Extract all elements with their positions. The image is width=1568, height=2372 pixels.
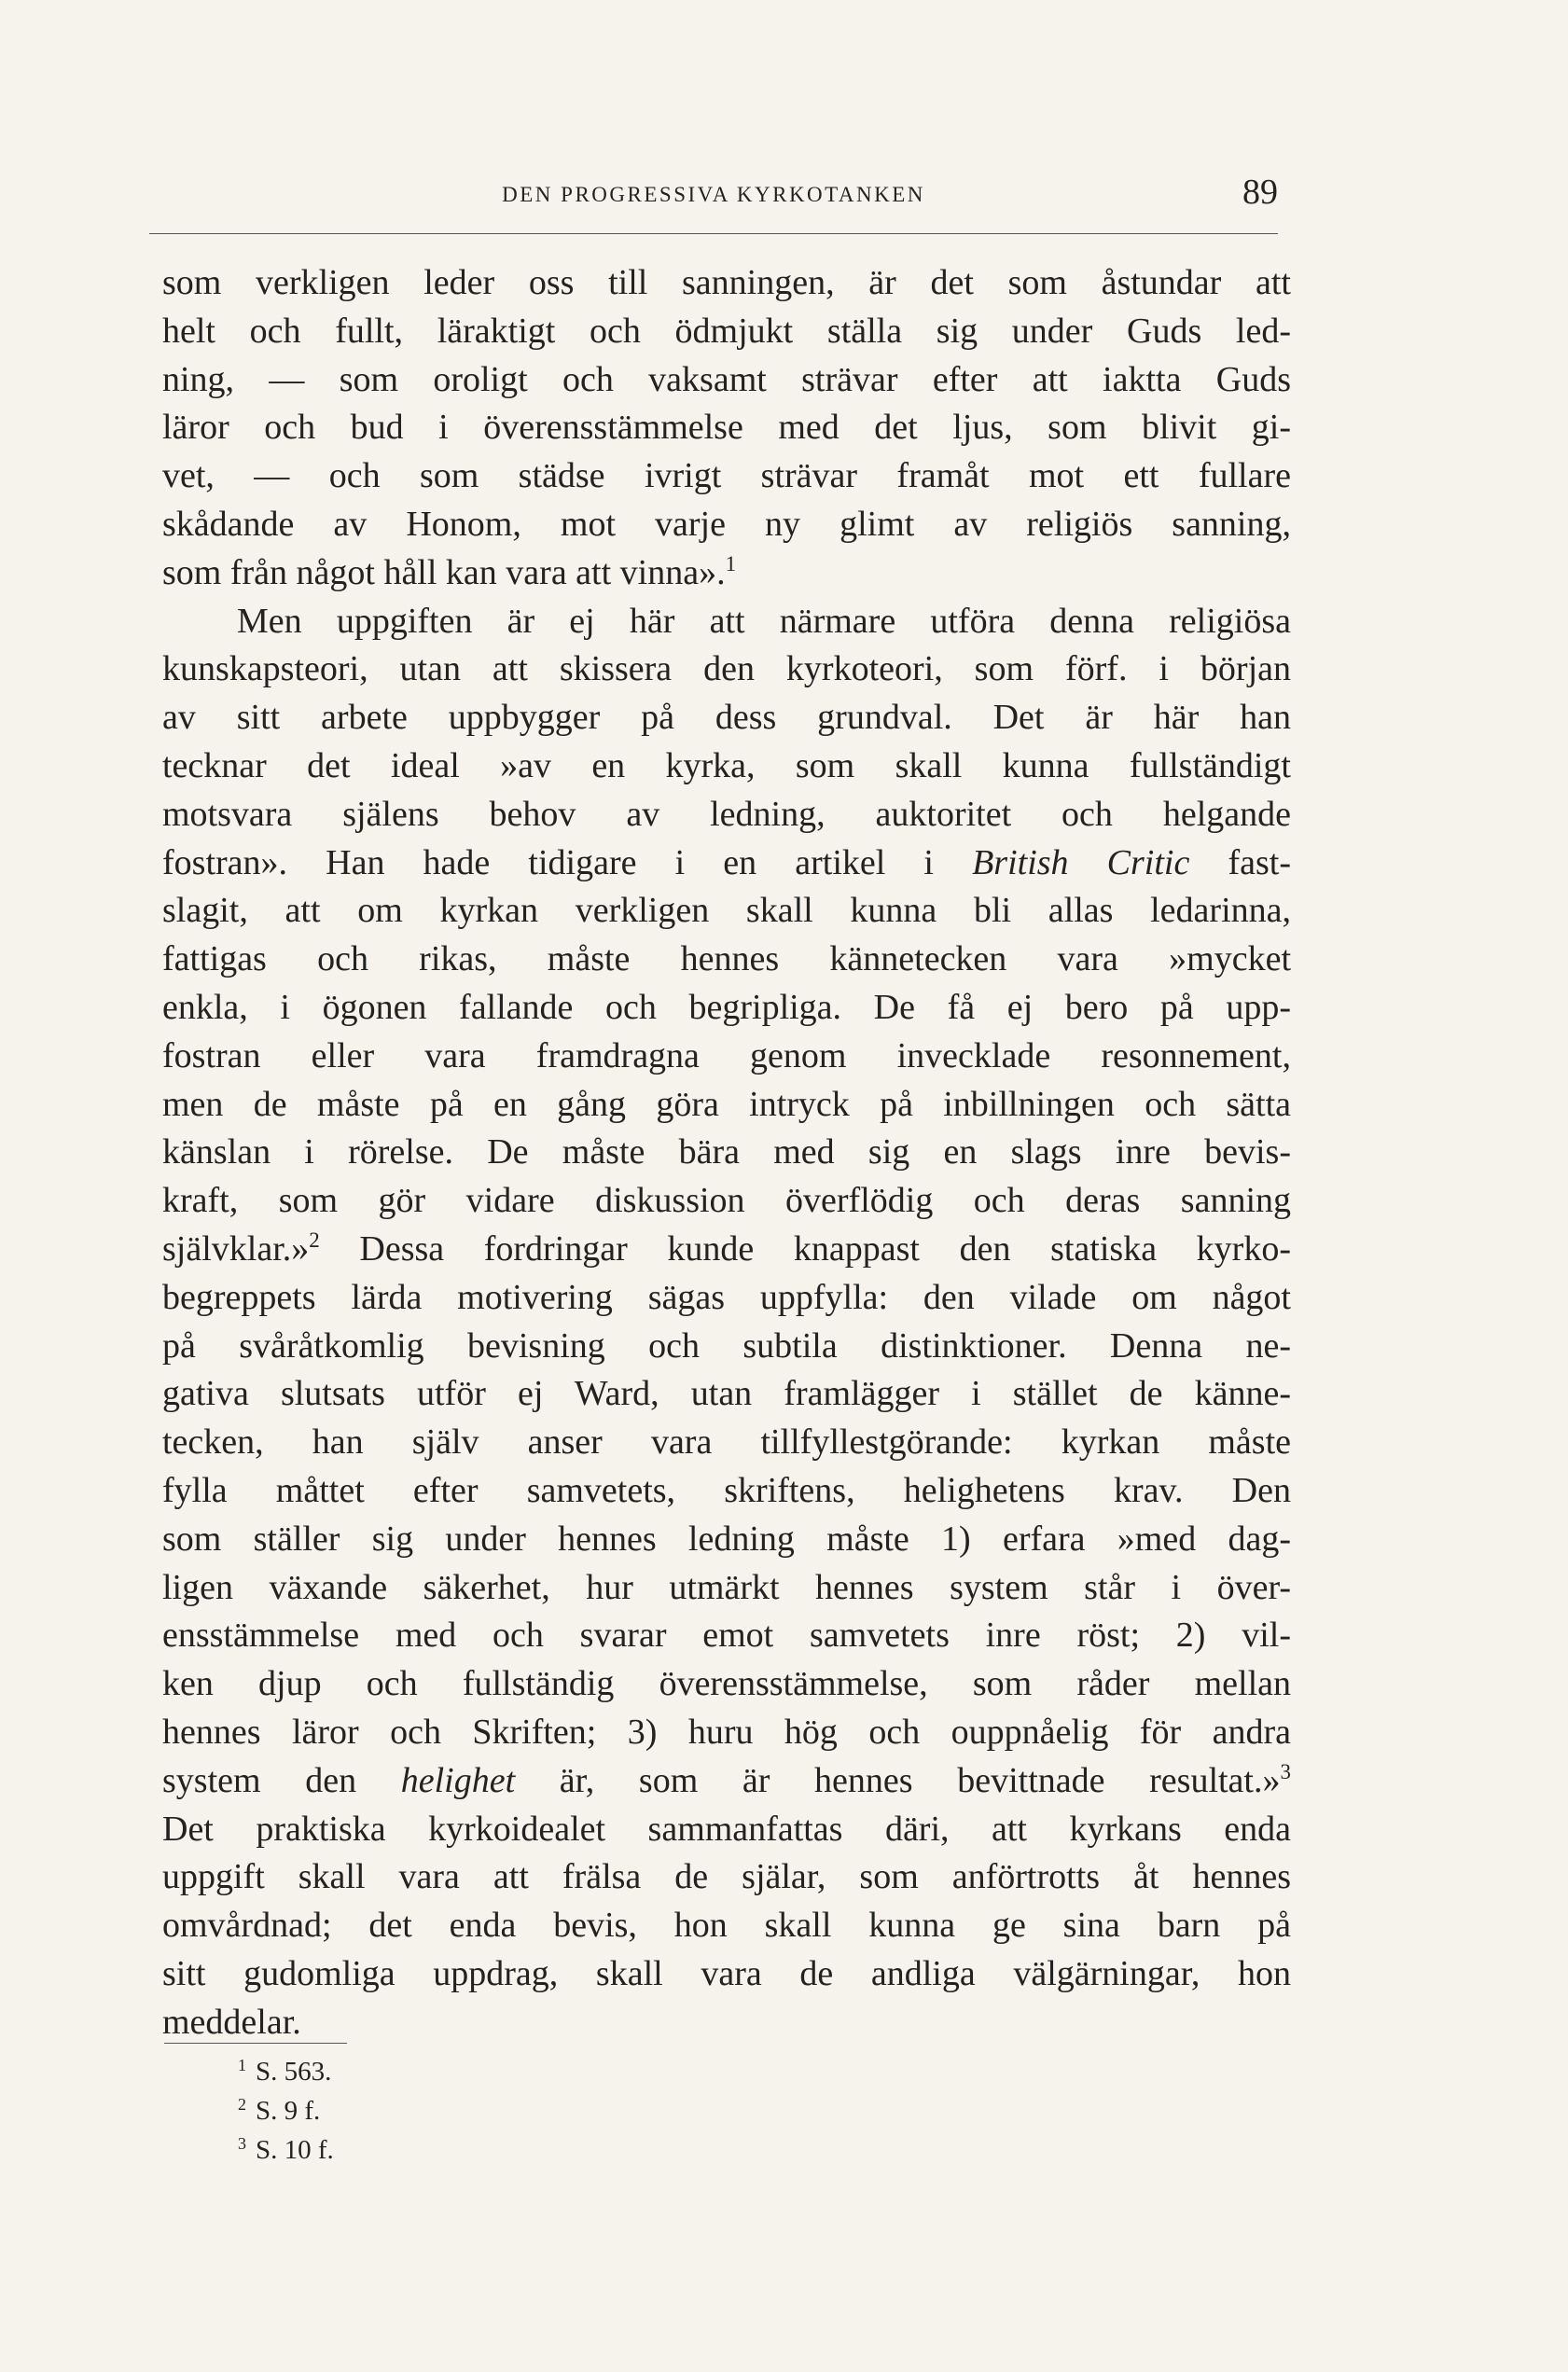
text-segment: som från något håll kan vara att vinna».: [162, 552, 726, 592]
text-line: känslan i rörelse. De måste bära med sig en slags inre bevis-: [162, 1132, 1291, 1172]
text-line: skådande av Honom, mot varje ny glimt av religiös sanning,: [162, 504, 1291, 544]
italic-word: helighet: [400, 1760, 516, 1800]
text-line: läror och bud i överensstämmelse med det ljus, som blivit gi-: [162, 408, 1291, 448]
text-line: [162, 839, 1291, 888]
footnote-divider: [164, 2043, 347, 2044]
text-line: ensstämmelse med och svarar emot samvetets inre röst; 2) vil-: [162, 1616, 1291, 1656]
text-line: ken djup och fullständig överensstämmelse, som råder mellan: [162, 1664, 1291, 1704]
text-line: Men uppgiften är ej här att närmare utföra denna religiösa: [237, 601, 1291, 641]
text-line: på svåråtkomlig bevisning och subtila distinktioner. Denna ne-: [162, 1325, 1291, 1366]
italic-title: British Critic: [972, 842, 1190, 882]
footnote-mark: 3: [238, 2134, 246, 2153]
body-text: [162, 259, 1291, 2046]
text-segment: är, som är hennes bevittnade resultat.»: [515, 1760, 1281, 1800]
text-line: hennes läror och Skriften; 3) huru hög och ouppnåelig för andra: [162, 1712, 1291, 1752]
text-line: Det praktiska kyrkoidealet sammanfattas däri, att kyrkans enda: [162, 1809, 1291, 1849]
text-line: begreppets lärda motivering sägas uppfylla: den vilade om något: [162, 1277, 1291, 1317]
text-segment: fostran». Han hade tidigare i en artikel i: [162, 842, 973, 882]
page-header: [149, 173, 1278, 234]
text-line: slagit, att om kyrkan verkligen skall kunna bli allas ledarinna,: [162, 891, 1291, 931]
footnote-text: S. 9 f.: [256, 2096, 321, 2126]
text-segment: Dessa fordringar kunde knappast den statiska kyrko-: [319, 1228, 1291, 1269]
text-line: ligen växande säkerhet, hur utmärkt hennes system står i över-: [162, 1567, 1291, 1607]
text-line: motsvara själens behov av ledning, auktoritet och helgande: [162, 794, 1291, 834]
text-line: helt och fullt, läraktigt och ödmjukt ställa sig under Guds led-: [162, 311, 1291, 351]
text-line: sitt gudomliga uppdrag, skall vara de andliga välgärningar, hon: [162, 1953, 1291, 1993]
text-line: som verkligen leder oss till sanningen, är det som åstundar att: [162, 263, 1291, 302]
text-line: ning, — som oroligt och vaksamt strävar efter att iaktta Guds: [162, 359, 1291, 399]
text-segment: självklar.»: [162, 1228, 310, 1269]
text-line: fostran eller vara framdragna genom invecklade resonnement,: [162, 1035, 1291, 1075]
text-line: vet, — och som städse ivrigt strävar framåt mot ett fullare: [162, 456, 1291, 496]
text-line: kraft, som gör vidare diskussion överflödig och deras sanning: [162, 1181, 1291, 1221]
footnote: [238, 2052, 334, 2091]
text-line: av sitt arbete uppbygger på dess grundval. Det är här han: [162, 698, 1291, 738]
footnote-ref: 3: [1280, 1759, 1291, 1783]
text-line: enkla, i ögonen fallande och begripliga. De få ej bero på upp-: [162, 987, 1291, 1027]
text-line: kunskapsteori, utan att skissera den kyrkoteori, som förf. i början: [162, 649, 1291, 689]
text-line: fylla måttet efter samvetets, skriftens, helighetens krav. Den: [162, 1470, 1291, 1510]
text-line: [162, 1226, 1291, 1274]
text-segment: system den: [162, 1760, 401, 1800]
text-line: tecken, han själv anser vara tillfyllestgörande: kyrkan måste: [162, 1422, 1291, 1463]
text-line: fattigas och rikas, måste hennes kännetecken vara »mycket: [162, 939, 1291, 979]
text-line: men de måste på en gång göra intryck på inbillningen och sätta: [162, 1084, 1291, 1124]
footnote-text: S. 563.: [256, 2057, 332, 2087]
text-line: omvårdnad; det enda bevis, hon skall kunna ge sina barn på: [162, 1906, 1291, 1946]
text-line: gativa slutsats utför ej Ward, utan framlägger i stället de känne-: [162, 1374, 1291, 1414]
text-line: uppgift skall vara att frälsa de själar, som anförtrotts åt hennes: [162, 1857, 1291, 1897]
footnote-ref: 2: [309, 1228, 320, 1252]
text-line: meddelar.: [162, 2002, 301, 2042]
running-title: DEN PROGRESSIVA KYRKOTANKEN: [502, 183, 925, 206]
footnote: [238, 2130, 334, 2170]
footnote: [238, 2091, 334, 2130]
text-line: som ställer sig under hennes ledning måste 1) erfara »med dag-: [162, 1519, 1291, 1559]
text-line: tecknar det ideal »av en kyrka, som skall kunna fullständigt: [162, 745, 1291, 785]
footnote-text: S. 10 f.: [256, 2135, 334, 2165]
footnotes: [238, 2052, 334, 2170]
footnote-mark: 1: [238, 2056, 246, 2074]
text-line: [162, 1757, 1291, 1806]
footnote-ref: 1: [725, 551, 737, 576]
text-segment: fast-: [1189, 842, 1291, 882]
text-line: [162, 549, 1291, 598]
page-number: 89: [1242, 173, 1278, 212]
footnote-mark: 2: [238, 2095, 246, 2114]
